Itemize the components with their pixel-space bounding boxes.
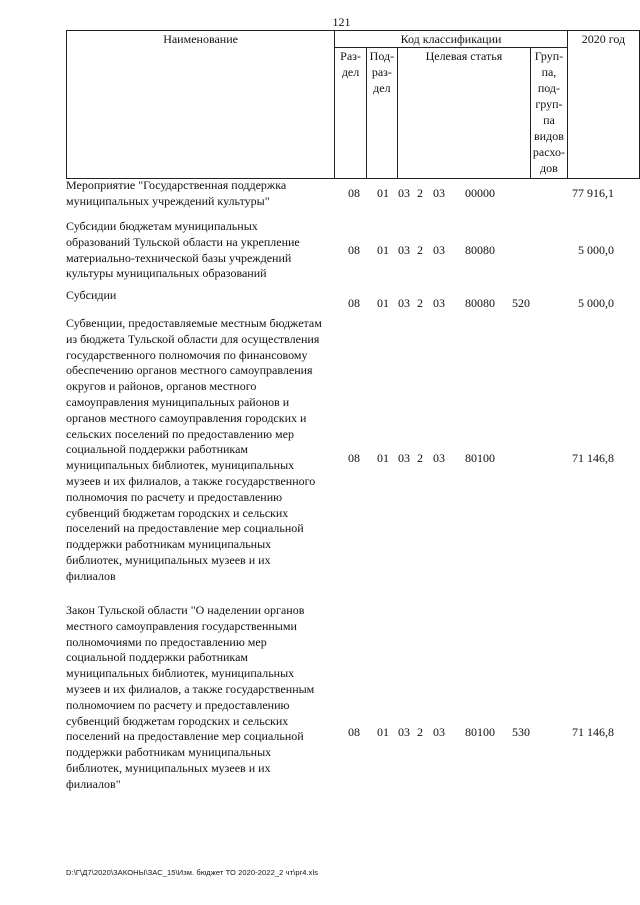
cell-value: 77 916,1 [572,186,614,200]
table-header [66,30,640,179]
header-target: Целевая статья [397,48,530,179]
cell-e: 00000 [465,186,495,200]
cell-d: 03 [433,186,445,200]
header-name: Наименование [67,31,335,179]
row-name-line: социальной поддержки работникам [66,650,248,665]
cell-a: 03 [398,725,410,739]
cell-value: 71 146,8 [572,725,614,739]
row-name-line: из бюджета Тульской области для осуществления [66,331,320,346]
cell-value: 71 146,8 [572,451,614,465]
file-path-footer: D:\Г\Д7\2020\ЗАКОНЫ\ЗАС_15\Изм. бюджет ТО 2020-2022_2 чт\pr4.xls [66,868,319,877]
row-name [66,603,331,793]
row-name-line: материально-технической базы учреждений [66,250,292,265]
row-name-line: социальной поддержки работникам [66,442,248,457]
row-name-line: муниципальных библиотек, муниципальных [66,666,295,681]
cell-podrazdel: 01 [377,186,389,200]
cell-b: 2 [417,725,423,739]
header-classification: Код классификации [335,31,568,48]
cell-razdel: 08 [348,243,360,257]
row-name-line: сельских поселений по предоставлению мер [66,426,294,441]
cell-e: 80080 [465,296,495,310]
cell-razdel: 08 [348,186,360,200]
row-name-line: округов и районов, органов местного [66,379,257,394]
header-year: 2020 год [567,31,639,179]
cell-b: 2 [417,451,423,465]
row-name-line: муниципальных библиотек, муниципальных [66,458,295,473]
header-razdel: Раз- дел [335,48,367,179]
row-name-line: субвенций бюджетам городских и сельских [66,713,289,728]
row-name-line: библиотек, муниципальных музеев и их [66,760,271,775]
table-header-area [66,30,640,179]
cell-b: 2 [417,296,423,310]
row-name-line: поселений на предоставление мер социальной [66,729,304,744]
cell-a: 03 [398,186,410,200]
cell-e: 80100 [465,725,495,739]
cell-value: 5 000,0 [578,243,614,257]
cell-a: 03 [398,296,410,310]
cell-e: 80080 [465,243,495,257]
row-name-line: муниципальных учреждений культуры" [66,193,270,208]
row-name [66,288,331,304]
row-name-line: культуры муниципальных образований [66,266,267,281]
row-name-line: самоуправления муниципальных районов и [66,394,290,409]
cell-razdel: 08 [348,296,360,310]
row-name-line: полномочия по расчету и предоставлению [66,489,283,504]
row-name-line: филиалов" [66,776,121,791]
row-name-line: местного самоуправления государственными [66,618,297,633]
row-name [66,219,331,282]
cell-podrazdel: 01 [377,725,389,739]
cell-d: 03 [433,725,445,739]
cell-b: 2 [417,243,423,257]
row-name-line: Субвенции, предоставляемые местным бюджетам [66,316,322,330]
row-name-line: органов местного самоуправления городских и [66,410,307,425]
cell-d: 03 [433,451,445,465]
row-name-line: поселений на предоставление мер социальной [66,521,304,536]
cell-group: 520 [512,296,530,310]
row-name-line: музеев и их филиалов, а также государственного [66,473,316,488]
cell-value: 5 000,0 [578,296,614,310]
row-name-line: поддержки работникам муниципальных [66,537,272,552]
row-name-line: поддержки работникам муниципальных [66,745,272,760]
row-name [66,178,331,210]
row-name [66,316,331,585]
cell-e: 80100 [465,451,495,465]
page-number: 121 [332,15,351,29]
cell-a: 03 [398,243,410,257]
row-name-line: обеспечению органов местного самоуправления [66,363,313,378]
row-name-line: Закон Тульской области "О наделении органов [66,603,305,617]
row-name-line: полномочиями по предоставлению мер [66,634,267,649]
row-name-line: полномочием по расчету и предоставлению [66,697,290,712]
cell-podrazdel: 01 [377,451,389,465]
cell-podrazdel: 01 [377,296,389,310]
cell-d: 03 [433,296,445,310]
row-name-line: библиотек, муниципальных музеев и их [66,552,271,567]
cell-group: 530 [512,725,530,739]
cell-b: 2 [417,186,423,200]
row-name-line: образований Тульской области на укрепление [66,234,300,249]
row-name-line: филиалов [66,568,116,583]
header-podrazdel: Под- раз- дел [366,48,397,179]
row-name-line: Субсидии [66,288,117,302]
header-group: Груп- па, под- груп- па видов расхо- дов [530,48,567,179]
row-name-line: Мероприятие "Государственная поддержка [66,178,287,192]
row-name-line: музеев и их филиалов, а также государственным [66,681,315,696]
cell-d: 03 [433,243,445,257]
cell-razdel: 08 [348,725,360,739]
row-name-line: субвенций бюджетам городских и сельских [66,505,289,520]
cell-razdel: 08 [348,451,360,465]
row-name-line: Субсидии бюджетам муниципальных [66,219,258,233]
row-name-line: государственного полномочия по финансовому [66,347,308,362]
cell-podrazdel: 01 [377,243,389,257]
cell-a: 03 [398,451,410,465]
